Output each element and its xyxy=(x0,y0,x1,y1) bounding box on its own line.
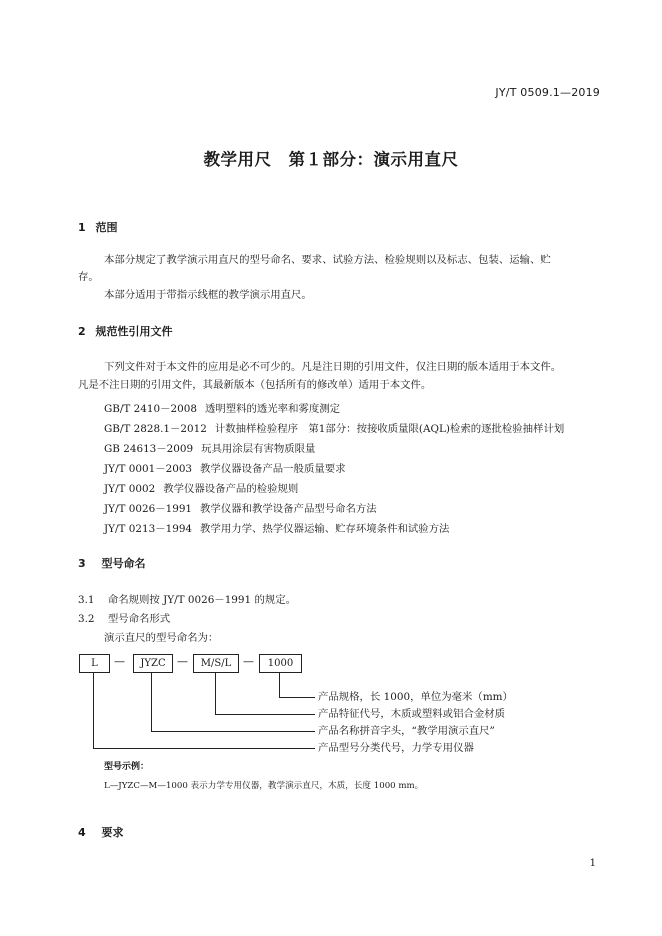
box-spec-code: 1000 xyxy=(259,654,302,673)
section-3-title: 型号命名 xyxy=(101,557,146,570)
connector-vertical xyxy=(151,673,152,732)
separator-dash: — xyxy=(177,655,188,668)
example-title: 型号示例： xyxy=(104,762,150,772)
reference-title: 计数抽样检验程序 第1部分：按接收质量限(AQL)检索的逐批检验抽样计划 xyxy=(214,423,565,435)
connector-vertical xyxy=(93,673,94,749)
page-number: 1 xyxy=(589,858,596,869)
reference-code: GB 24613－2009 xyxy=(104,443,194,455)
reference-title: 教学仪器和教学设备产品型号命名方法 xyxy=(200,503,377,515)
clause-3-2-number: 3.2 xyxy=(78,613,95,625)
reference-code: GB/T 2410－2008 xyxy=(104,403,197,415)
connector-vertical xyxy=(279,673,280,698)
example-text: L—JYZC—M—1000 表示力学专用仪器，教学演示直尺，木质，长度 1000 mm。 xyxy=(104,781,424,791)
section-2-heading xyxy=(78,323,173,339)
section-3-number: 3 xyxy=(78,557,86,570)
section-2-intro-line-2: 凡是不注日期的引用文件，其最新版本（包括所有的修改单）适用于本文件。 xyxy=(78,379,432,391)
reference-code: JY/T 0213－1994 xyxy=(104,523,193,535)
reference-item xyxy=(104,439,564,459)
connector-horizontal xyxy=(279,697,315,698)
connector-horizontal xyxy=(93,748,315,749)
section-3-heading xyxy=(78,555,146,571)
reference-code: JY/T 0026－1991 xyxy=(104,503,193,515)
section-4-number: 4 xyxy=(78,826,86,839)
reference-item xyxy=(104,399,564,419)
section-1-para-1-line-2: 存。 xyxy=(78,271,99,283)
section-1-heading xyxy=(78,219,118,235)
standard-code: JY/T 0509.1—2019 xyxy=(495,86,600,99)
naming-lead-text: 演示直尺的型号命名为： xyxy=(104,632,219,644)
reference-code: JY/T 0001－2003 xyxy=(104,463,193,475)
reference-item xyxy=(104,459,564,479)
clause-3-1-number: 3.1 xyxy=(78,594,95,606)
reference-item xyxy=(104,519,564,539)
separator-dash: — xyxy=(243,655,254,668)
section-4-heading xyxy=(78,824,124,840)
separator-dash: — xyxy=(114,655,125,668)
reference-title: 玩具用涂层有害物质限量 xyxy=(201,443,316,455)
clause-3-1-text: 命名规则按 JY/T 0026－1991 的规定。 xyxy=(107,594,297,606)
reference-title: 教学仪器设备产品一般质量要求 xyxy=(200,463,346,475)
reference-item xyxy=(104,419,564,439)
normative-reference-list xyxy=(104,399,564,539)
section-2-number: 2 xyxy=(78,325,86,338)
reference-title: 教学用力学、热学仪器运输、贮存环境条件和试验方法 xyxy=(200,523,450,535)
reference-code: JY/T 0002 xyxy=(104,483,156,495)
connector-vertical xyxy=(215,673,216,715)
label-name: 产品名称拼音字头，“教学用演示直尺” xyxy=(318,725,495,737)
section-1-para-1-line-1: 本部分规定了教学演示用直尺的型号命名、要求、试验方法、检验规则以及标志、包装、运输、贮 xyxy=(104,254,551,266)
connector-horizontal xyxy=(151,731,315,732)
section-2-intro-line-1: 下列文件对于本文件的应用是必不可少的。凡是注日期的引用文件，仅注日期的版本适用于本文件。 xyxy=(104,361,562,373)
connector-horizontal xyxy=(215,714,315,715)
reference-title: 透明塑料的透光率和雾度测定 xyxy=(204,403,341,415)
clause-3-1 xyxy=(78,592,296,609)
section-2-title: 规范性引用文件 xyxy=(95,325,173,338)
label-feature: 产品特征代号，木质或塑料或铝合金材质 xyxy=(318,708,506,720)
reference-title: 教学仪器设备产品的检验规则 xyxy=(163,483,299,495)
section-4-title: 要求 xyxy=(101,826,124,839)
reference-item xyxy=(104,499,564,519)
reference-item xyxy=(104,479,564,499)
section-1-para-2: 本部分适用于带指示线框的教学演示用直尺。 xyxy=(104,289,312,301)
label-spec: 产品规格，长 1000，单位为毫米（mm） xyxy=(318,691,513,703)
clause-3-2-text: 型号命名形式 xyxy=(107,613,171,625)
section-1-title: 范围 xyxy=(95,221,118,234)
clause-3-2 xyxy=(78,611,170,628)
document-title: 教学用尺 第１部分：演示用直尺 xyxy=(203,150,459,169)
label-class: 产品型号分类代号，力学专用仪器 xyxy=(318,742,474,754)
reference-code: GB/T 2828.1－2012 xyxy=(104,423,207,435)
box-class-code: L xyxy=(79,654,110,673)
box-feature-code: M/S/L xyxy=(193,654,239,673)
box-name-code: JYZC xyxy=(133,654,173,673)
section-1-number: 1 xyxy=(78,221,86,234)
